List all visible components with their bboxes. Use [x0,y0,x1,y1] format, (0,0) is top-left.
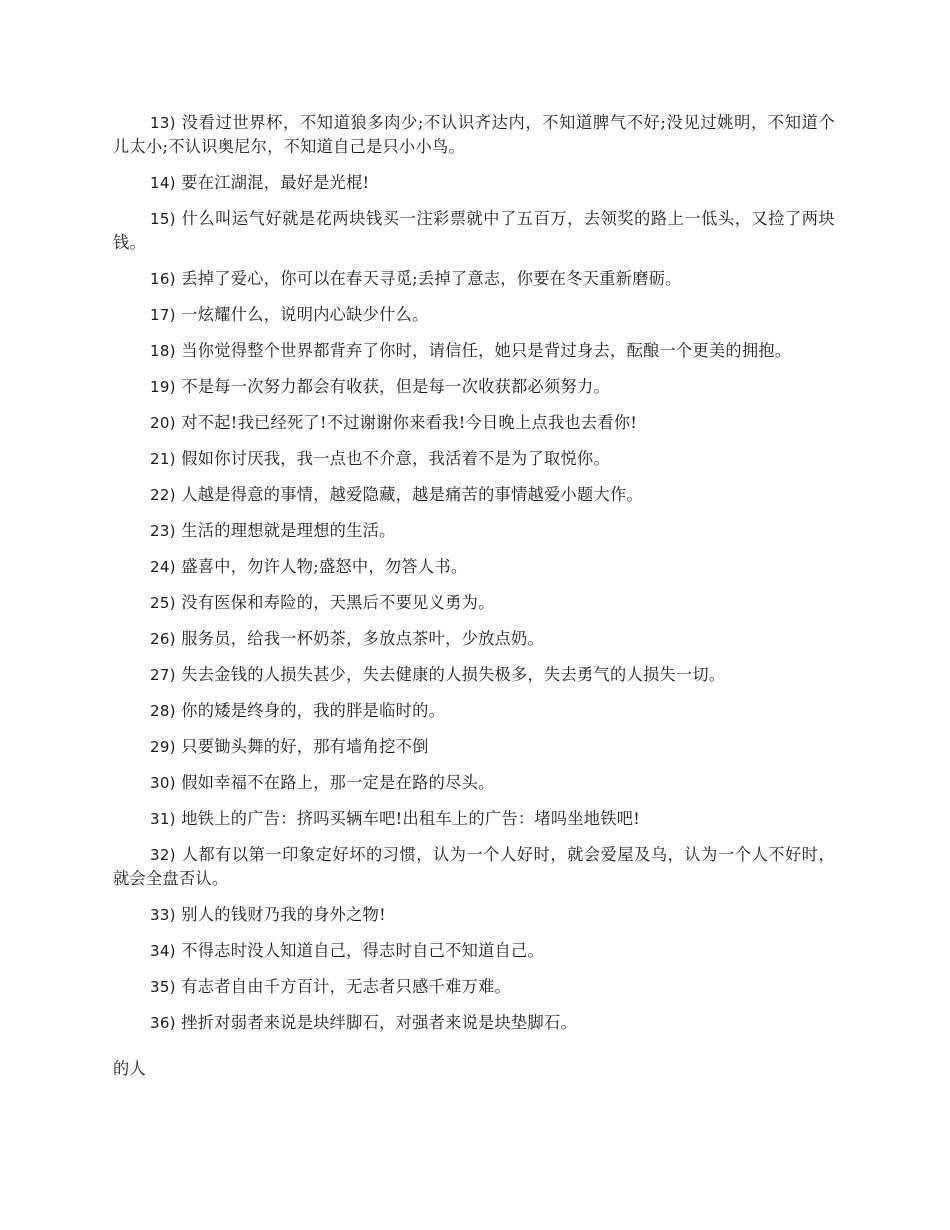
quote-text: 人都有以第一印象定好坏的习惯，认为一个人好时，就会爱屋及乌，认为一个人不好时，就会全盘否认。 [113,845,836,888]
quote-number: 22) [150,486,176,504]
quote-text: 假如你讨厌我，我一点也不介意，我活着不是为了取悦你。 [181,449,610,468]
quote-text: 当你觉得整个世界都背弃了你时，请信任，她只是背过身去，酝酿一个更美的拥抱。 [181,341,792,360]
quote-text: 有志者自由千方百计，无志者只感千难万难。 [181,977,512,996]
quote-text: 你的矮是终身的，我的胖是临时的。 [181,701,446,720]
quote-item [113,1011,835,1035]
quote-item [113,303,835,327]
quote-number: 17) [150,306,176,324]
quote-number: 21) [150,450,176,468]
quote-number: 20) [150,414,176,432]
quote-text: 假如幸福不在路上，那一定是在路的尽头。 [181,773,495,792]
quote-number: 24) [150,558,176,576]
quote-item [113,663,835,687]
quote-number: 36) [150,1014,176,1032]
quote-text: 对不起!我已经死了!不过谢谢你来看我!今日晚上点我也去看你! [181,413,638,432]
quote-item [113,903,835,927]
quote-number: 25) [150,594,176,612]
quote-number: 13) [150,114,176,132]
quote-item [113,555,835,579]
quote-text: 一炫耀什么，说明内心缺少什么。 [181,305,429,324]
quote-item [113,591,835,615]
quote-item [113,519,835,543]
quote-text: 盛喜中，勿许人物;盛怒中，勿答人书。 [181,557,468,576]
quote-number: 27) [150,666,176,684]
quote-number: 15) [150,210,176,228]
quote-text: 丢掉了爱心，你可以在春天寻觅;丢掉了意志，你要在冬天重新磨砺。 [181,269,682,288]
quote-item [113,375,835,399]
quote-text: 什么叫运气好就是花两块钱买一注彩票就中了五百万，去领奖的路上一低头，又捡了两块钱。 [113,209,836,252]
quote-text: 挫折对弱者来说是块绊脚石，对强者来说是块垫脚石。 [181,1013,577,1032]
quote-number: 16) [150,270,176,288]
quote-item [113,447,835,471]
quote-number: 14) [150,174,176,192]
quote-text: 不是每一次努力都会有收获，但是每一次收获都必须努力。 [181,377,610,396]
quote-number: 28) [150,702,176,720]
quote-text: 服务员，给我一杯奶茶，多放点茶叶，少放点奶。 [181,629,545,648]
quote-number: 26) [150,630,176,648]
quote-item [113,111,835,159]
quote-text: 没有医保和寿险的，天黑后不要见义勇为。 [181,593,495,612]
quote-number: 30) [150,774,176,792]
quote-text: 没看过世界杯，不知道狼多肉少;不认识齐达内，不知道脾气不好;没见过姚明，不知道个儿太小;不认识奥尼尔，不知道自己是只小小鸟。 [113,113,835,156]
quote-item [113,267,835,291]
quote-number: 29) [150,738,176,756]
quote-text: 不得志时没人知道自己，得志时自己不知道自己。 [181,941,545,960]
quote-text: 地铁上的广告：挤吗买辆车吧!出租车上的广告：堵吗坐地铁吧! [181,809,641,828]
quote-text: 要在江湖混，最好是光棍! [181,173,370,192]
quote-item [113,939,835,963]
trailing-text: 的人 [113,1059,146,1078]
quote-text: 人越是得意的事情，越爱隐藏，越是痛苦的事情越爱小题大作。 [181,485,643,504]
quote-text: 别人的钱财乃我的身外之物! [181,905,386,924]
quote-text: 生活的理想就是理想的生活。 [181,521,396,540]
quote-item [113,699,835,723]
quote-item [113,975,835,999]
quote-list [113,111,835,1047]
quote-item [113,339,835,363]
quote-item [113,843,835,891]
quote-text: 失去金钱的人损失甚少，失去健康的人损失极多，失去勇气的人损失一切。 [181,665,726,684]
quote-number: 32) [150,846,176,864]
quote-item [113,411,835,435]
quote-number: 18) [150,342,176,360]
quote-number: 31) [150,810,176,828]
quote-item [113,735,835,759]
quote-number: 33) [150,906,176,924]
quote-number: 34) [150,942,176,960]
quote-number: 35) [150,978,176,996]
quote-item [113,771,835,795]
quote-item [113,483,835,507]
quote-item [113,171,835,195]
quote-item [113,807,835,831]
quote-number: 19) [150,378,176,396]
quote-number: 23) [150,522,176,540]
quote-item [113,627,835,651]
quote-item [113,207,835,255]
quote-text: 只要锄头舞的好，那有墙角挖不倒 [181,737,429,756]
